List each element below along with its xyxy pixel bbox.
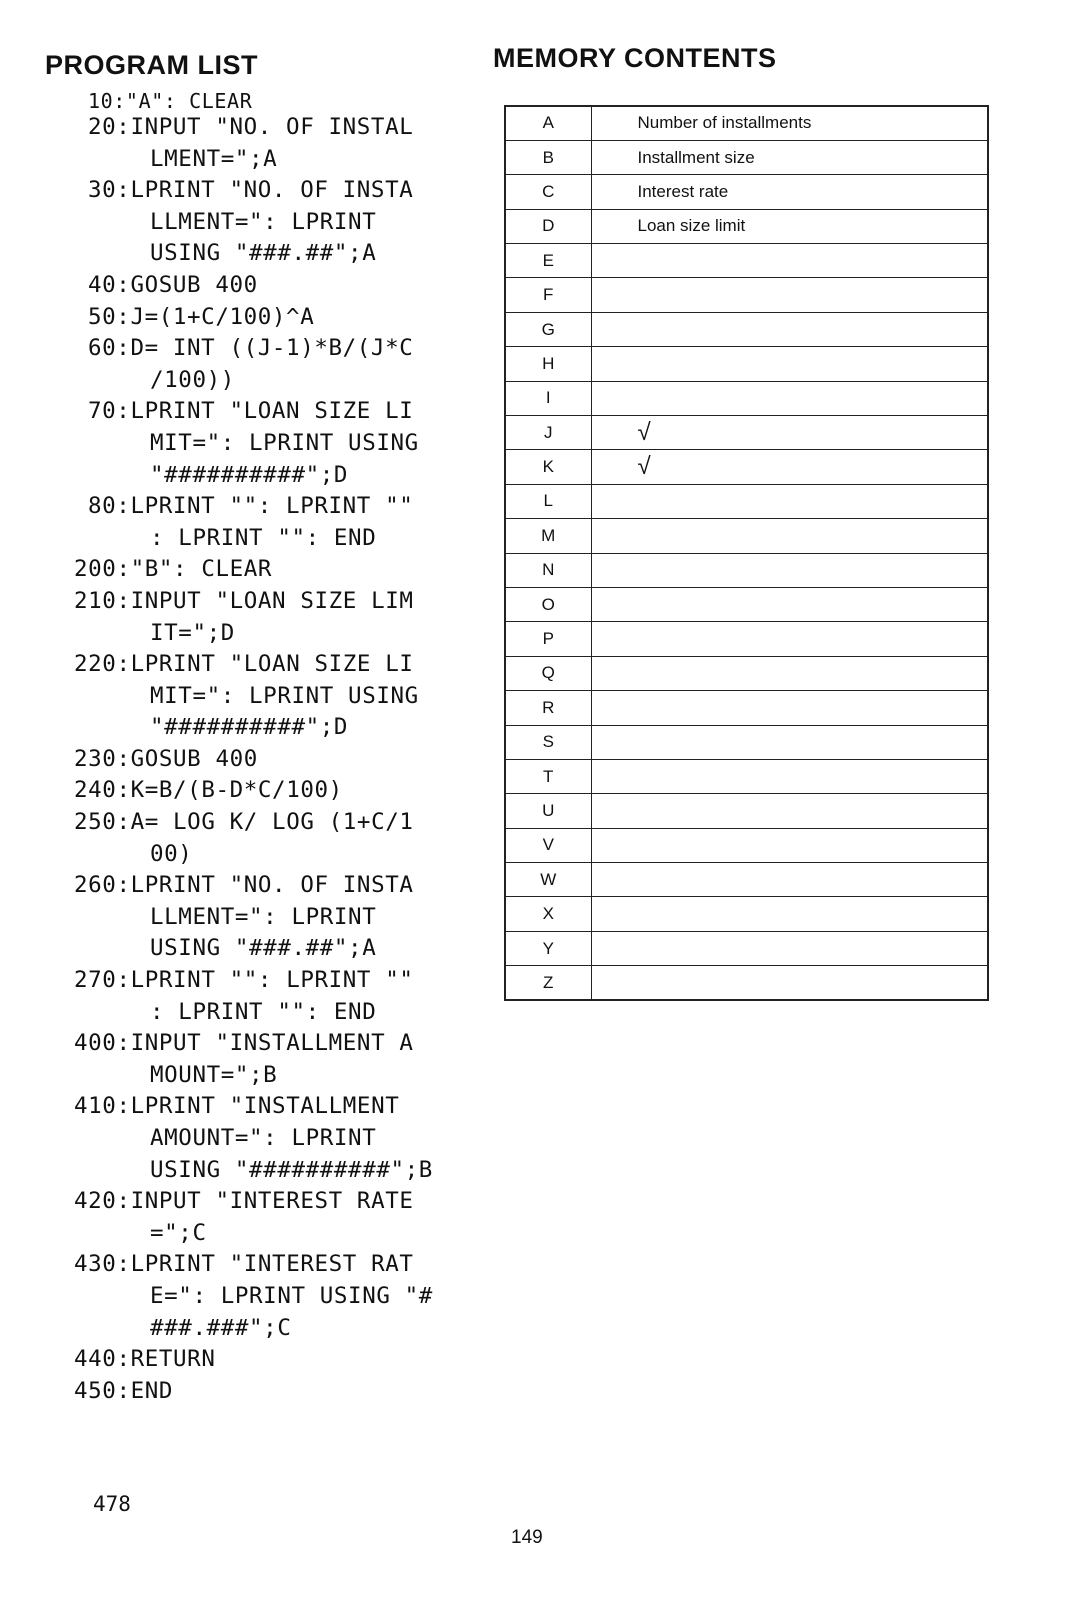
code-line-continuation: =";C [150,1219,207,1246]
code-line-continuation: USING "###.##";A [150,240,377,267]
table-row [505,794,988,828]
memory-description [591,484,988,518]
memory-variable: U [505,794,591,828]
code-line: 260:LPRINT "NO. OF INSTA [74,872,414,899]
table-row [505,828,988,862]
table-row [505,656,988,690]
code-line: 210:INPUT "LOAN SIZE LIM [74,587,414,614]
code-line-continuation: USING "###.##";A [150,935,377,962]
code-line: 40:GOSUB 400 [88,271,258,298]
code-line: 270:LPRINT "": LPRINT "" [74,967,414,994]
code-line-continuation: LLMENT=": LPRINT [150,903,377,930]
code-line-continuation: "##########";D [150,714,349,741]
program-listing [74,89,433,1407]
memory-variable: W [505,863,591,897]
memory-contents-heading: MEMORY CONTENTS [493,43,777,73]
table-row [505,278,988,312]
memory-description [591,794,988,828]
code-line: 230:GOSUB 400 [74,745,258,772]
table-row [505,622,988,656]
table-row [505,587,988,621]
book-page-number: 149 [511,1527,543,1548]
code-line-continuation: "##########";D [150,461,349,488]
memory-variable: F [505,278,591,312]
code-line: 10:"A": CLEAR [88,89,253,113]
memory-description: Installment size [591,140,988,174]
memory-variable: G [505,312,591,346]
memory-variable: K [505,450,591,484]
memory-variable: J [505,416,591,450]
memory-description [591,725,988,759]
memory-variable: D [505,209,591,243]
program-list-heading: PROGRAM LIST [45,50,258,80]
memory-variable: I [505,381,591,415]
code-line: 240:K=B/(B-D*C/100) [74,777,343,804]
memory-variable: S [505,725,591,759]
memory-description [591,278,988,312]
table-row [505,897,988,931]
table-row [505,863,988,897]
memory-description [591,863,988,897]
memory-description: Number of installments [591,106,988,140]
code-line: 400:INPUT "INSTALLMENT A [74,1030,414,1057]
code-line-continuation: 00) [150,840,193,867]
code-line-continuation: MOUNT=";B [150,1061,278,1088]
memory-variable: P [505,622,591,656]
code-line-continuation: USING "##########";B [150,1156,433,1183]
code-line: 440:RETURN [74,1346,216,1373]
memory-variable: R [505,691,591,725]
memory-description [591,656,988,690]
table-row [505,553,988,587]
code-line: 60:D= INT ((J-1)*B/(J*C [88,335,414,362]
memory-description [591,587,988,621]
code-line: 30:LPRINT "NO. OF INSTA [88,177,414,204]
memory-description [591,759,988,793]
table-row [505,691,988,725]
memory-description [591,312,988,346]
code-line: 410:LPRINT "INSTALLMENT [74,1093,400,1120]
code-line: 450:END [74,1377,174,1404]
memory-description [591,828,988,862]
memory-description [591,553,988,587]
memory-description [591,897,988,931]
memory-description [591,691,988,725]
code-line: 80:LPRINT "": LPRINT "" [88,493,414,520]
code-line-continuation: AMOUNT=": LPRINT [150,1125,377,1151]
code-line: 220:LPRINT "LOAN SIZE LI [74,651,414,678]
code-line-continuation: E=": LPRINT USING "# [150,1282,433,1309]
memory-variable: E [505,244,591,278]
checkmark-icon: √ [591,450,988,484]
table-row [505,966,988,1000]
program-page-number: 478 [93,1492,131,1516]
memory-variable: M [505,519,591,553]
code-line-continuation: /100)) [150,366,235,393]
memory-variable: O [505,587,591,621]
memory-description: Interest rate [591,175,988,209]
memory-variable: C [505,175,591,209]
code-line-continuation: MIT=": LPRINT USING [150,682,419,709]
memory-description [591,622,988,656]
memory-description [591,244,988,278]
table-row [505,484,988,518]
memory-variable: B [505,140,591,174]
memory-variable: H [505,347,591,381]
memory-variable: X [505,897,591,931]
memory-variable: Q [505,656,591,690]
memory-variable: A [505,106,591,140]
table-row [505,312,988,346]
table-row [505,175,988,209]
code-line-continuation: ###.###";C [150,1314,292,1341]
memory-variable: Z [505,966,591,1000]
code-line: 250:A= LOG K/ LOG (1+C/1 [74,809,414,836]
table-row [505,759,988,793]
table-row [505,106,988,140]
code-line-continuation: : LPRINT "": END [150,998,377,1025]
memory-variable: T [505,759,591,793]
table-row [505,519,988,553]
code-line: 430:LPRINT "INTEREST RAT [74,1251,414,1278]
memory-description [591,381,988,415]
code-line: 20:INPUT "NO. OF INSTAL [88,114,414,140]
table-row [505,381,988,415]
table-row [505,244,988,278]
memory-variable: Y [505,931,591,965]
table-row [505,140,988,174]
table-row [505,416,988,450]
memory-description [591,966,988,1000]
code-line-continuation: LMENT=";A [150,145,278,172]
memory-description [591,519,988,553]
table-row [505,725,988,759]
table-row [505,450,988,484]
memory-description [591,931,988,965]
code-line-continuation: : LPRINT "": END [150,524,377,551]
memory-table [504,105,989,1001]
memory-description [591,347,988,381]
code-line-continuation: LLMENT=": LPRINT [150,208,377,235]
table-row [505,347,988,381]
table-row [505,931,988,965]
memory-variable: V [505,828,591,862]
memory-variable: N [505,553,591,587]
memory-description: Loan size limit [591,209,988,243]
table-row [505,209,988,243]
code-line: 50:J=(1+C/100)^A [88,303,315,330]
code-line: 200:"B": CLEAR [74,556,273,583]
code-line-continuation: IT=";D [150,619,235,646]
memory-variable: L [505,484,591,518]
code-line-continuation: MIT=": LPRINT USING [150,429,419,456]
code-line: 70:LPRINT "LOAN SIZE LI [88,398,414,425]
checkmark-icon: √ [591,416,988,450]
code-line: 420:INPUT "INTEREST RATE [74,1188,414,1215]
